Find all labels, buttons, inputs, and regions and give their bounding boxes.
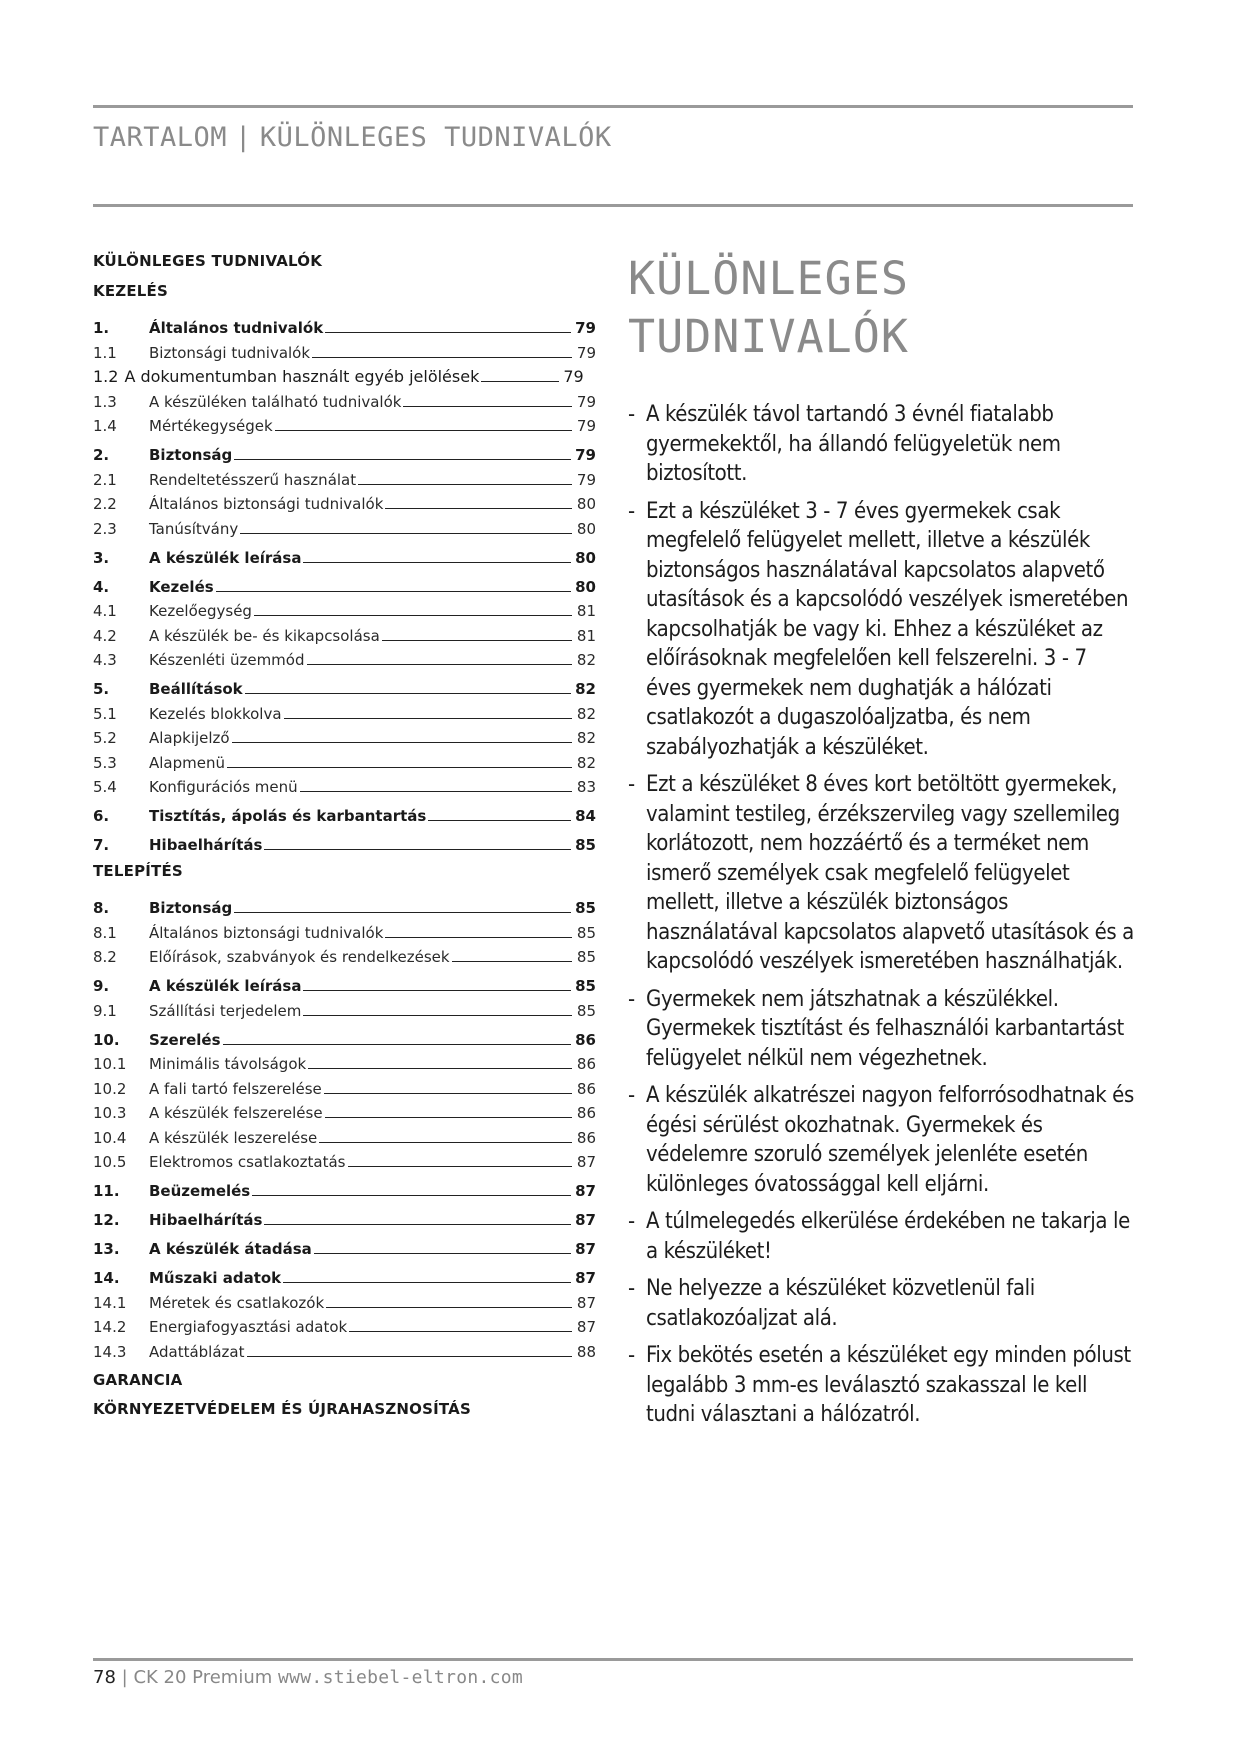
toc-entry-number: 6. [93,807,110,825]
toc-entry-number: 10.3 [93,1104,127,1122]
toc-entry-page: 86 [576,1104,596,1122]
toc-entry [93,513,596,538]
toc-leader-line [247,1356,573,1357]
toc-entry-title: Alapkijelző [149,729,230,747]
toc-entry-number: 3. [93,548,110,567]
toc-entry [93,596,596,621]
toc-entry-number: 9.1 [93,1001,117,1020]
footer-separator: | [121,1667,128,1688]
toc-leader-line [452,961,572,962]
footer-page-number: 78 [93,1667,116,1688]
footer-website: www.stiebel-eltron.com [278,1667,524,1688]
toc-entry-number: 2.3 [93,519,117,538]
toc-leader-line [300,791,572,792]
bullet-dash: - [628,498,635,524]
toc-entry [93,1312,596,1337]
toc-entry-page: 86 [576,1055,596,1073]
toc-entry [93,1147,596,1172]
safety-note-text: Ezt a készüléket 3 - 7 éves gyermekek csak megfelelő felügyelet mellett, illetve a készülék biztonságos használatával kapcsolatos alapvető utasítások és a kapcsolódó veszélyek ismeretében kapcsolhatják be vagy ki. Ehhez a készüléket az előírásoknak megfelelően kell felszerelni. 3 - 7 éves gyermekek nem dughatják a hálózati csatlakozót a dugaszolóaljzatba, és nem szabályozhatják a készüléket. [646,498,1129,760]
toc-entry-title: Tanúsítvány [149,519,239,538]
toc-entry-number: 8.2 [93,948,117,966]
bullet-dash: - [628,402,635,427]
safety-note-text: A túlmelegedés elkerülése érdekében ne takarja le a készüléket! [646,1209,1130,1264]
toc-leader-line [319,1142,572,1143]
toc-entry-number: 5.2 [93,729,117,747]
toc-entry-number: 5.1 [93,704,117,723]
toc-entry [93,489,596,514]
toc-heading-kezeles: KEZELÉS [93,282,169,300]
toc-entry-title: Biztonság [149,899,233,917]
toc-entry-page: 82 [576,729,596,747]
toc-heading-main: KÜLÖNLEGES TUDNIVALÓK [93,252,323,270]
toc-entry-title: Hibaelhárítás [149,836,263,854]
toc-entry [93,942,596,967]
safety-note [628,1207,1136,1266]
toc-entry-page: 81 [576,602,596,620]
toc-entry [93,1200,596,1229]
toc-entry-title: Általános tudnivalók [149,319,324,337]
toc-entry-page: 83 [576,778,596,796]
safety-note-text: A készülék távol tartandó 3 évnél fiatalabb gyermekektől, ha állandó felügyeletük nem biztosított. [646,402,1061,486]
toc-entry-page: 88 [576,1342,596,1361]
toc-entry-page: 79 [576,470,596,489]
toc-entry-title: Minimális távolságok [149,1055,307,1073]
toc-entry-title: Biztonság [149,446,233,464]
toc-entry-page: 85 [576,1001,596,1020]
toc-leader-line [254,615,572,616]
toc-entry-title: Elektromos csatlakoztatás [149,1153,346,1171]
toc-heading-kornyezet: KÖRNYEZETVÉDELEM ÉS ÚJRAHASZNOSÍTÁS [93,1399,471,1418]
toc-entry [93,1049,596,1074]
toc-entry [93,1171,596,1200]
footer-product: CK 20 Premium [133,1667,273,1688]
toc-entry-title: A fali tartó felszerelése [149,1079,322,1098]
toc-entry [93,1287,596,1312]
toc-entry-title: A dokumentumban használt egyéb jelölések [124,367,480,386]
toc-entry-title: A készülék leírása [149,977,302,995]
toc-leader-line [324,1093,572,1094]
safety-notes [628,400,1136,1438]
header-right: KÜLÖNLEGES TUDNIVALÓK [259,122,612,153]
toc-entry [93,723,596,748]
bullet-dash: - [628,986,635,1012]
toc-entry-number: 10.2 [93,1079,127,1098]
bullet-dash: - [628,772,635,797]
toc-entry-page: 85 [575,899,596,917]
toc-entry-page: 84 [575,807,596,825]
toc-leader-line [307,664,573,665]
toc-entry [93,337,596,362]
toc-entry-number: 8. [93,899,110,917]
bullet-dash: - [628,1343,635,1368]
toc-entry-title: A készülék leszerelése [149,1128,318,1147]
toc-entry-number: 5.3 [93,753,117,772]
toc-entry-page: 82 [575,680,596,698]
toc-entry-number: 14. [93,1269,120,1287]
safety-note [628,985,1136,1074]
safety-note-text: Ne helyezze a készüléket közvetlenül fali csatlakozóaljzat alá. [646,1276,1035,1331]
bullet-dash: - [628,1083,635,1108]
toc-entry [93,1073,596,1098]
toc-entry-number: 1. [93,319,110,337]
section-title [628,250,909,366]
toc-leader-line [348,1166,573,1167]
toc-leader-line [385,937,572,938]
toc-entry [93,620,596,645]
toc-entry-title: Általános biztonsági tudnivalók [149,923,384,942]
toc-entry-title: A készülék leírása [149,548,302,567]
toc-entry-number: 12. [93,1211,120,1229]
toc-entry-page: 79 [575,319,596,337]
toc-entry-title: A készüléken található tudnivalók [149,392,402,411]
toc-entry-number: 4.3 [93,651,117,669]
toc-entry [93,464,596,489]
toc-entry-number: 2.2 [93,495,117,513]
toc-entry-title: Szállítási terjedelem [149,1001,302,1020]
toc-entry [93,995,596,1020]
toc-leader-line [264,1224,571,1225]
toc-leader-line [283,1282,571,1283]
toc-entry-number: 2. [93,446,110,464]
toc-entry [93,1122,596,1147]
toc-entry-number: 14.1 [93,1293,127,1312]
toc-entry-number: 10.4 [93,1128,127,1147]
toc-entry-title: Energiafogyasztási adatok [149,1318,348,1336]
toc-entry [93,772,596,797]
toc-entry [93,567,596,596]
toc-entry-page: 87 [575,1211,596,1229]
toc-entry-page: 85 [575,836,596,854]
toc-entry-title: A készülék be- és kikapcsolása [149,626,380,645]
toc-entry-title: Előírások, szabványok és rendelkezések [149,948,450,966]
toc-entry [93,966,596,995]
toc-leader-line [240,533,572,534]
toc-leader-line [326,1307,572,1308]
toc-leader-line [227,767,572,768]
toc-entry [93,917,596,942]
toc-entry-page: 80 [576,519,596,538]
toc-entry-page: 79 [563,367,584,386]
table-of-contents [93,252,596,1418]
bullet-dash: - [628,1276,635,1301]
toc-entry [93,1258,596,1287]
toc-entry-number: 11. [93,1182,120,1200]
toc-entry-page: 79 [576,343,596,362]
toc-leader-line [314,1253,571,1254]
toc-entry-page: 87 [575,1182,596,1200]
toc-entry [93,1229,596,1258]
toc-leader-line [234,912,571,913]
toc-leader-line [303,990,571,991]
toc-entry [93,308,596,337]
toc-entry [93,362,596,387]
toc-entry-page: 86 [575,1030,596,1049]
toc-entry-page: 87 [575,1240,596,1258]
toc-entry-page: 87 [575,1269,596,1287]
toc-entry-number: 7. [93,836,110,854]
toc-entry-page: 85 [576,923,596,942]
toc-entry [93,1020,596,1049]
toc-entry [93,538,596,567]
toc-entry-number: 14.3 [93,1342,127,1361]
toc-kezeles-list [93,308,596,854]
toc-entry [93,435,596,464]
toc-entry-number: 13. [93,1240,120,1258]
toc-entry-number: 4.2 [93,626,117,645]
safety-note-text: Gyermekek nem játszhatnak a készülékkel. Gyermekek tisztítást és felhasználói karbantartást felügyelet nélkül nem végezhetnek. [646,986,1124,1071]
toc-entry [93,411,596,436]
header-separator: | [235,122,252,153]
toc-entry-number: 1.1 [93,343,117,362]
page-header [93,122,612,153]
toc-entry [93,1336,596,1361]
toc-entry-title: Adattáblázat [149,1342,245,1361]
toc-entry-number: 5. [93,680,110,698]
toc-entry-number: 1.3 [93,392,117,411]
toc-entry-page: 81 [576,626,596,645]
toc-entry-page: 86 [576,1128,596,1147]
toc-leader-line [232,742,572,743]
toc-entry-title: Tisztítás, ápolás és karbantartás [149,807,427,825]
toc-leader-line [303,1015,572,1016]
page-footer [93,1667,523,1688]
toc-leader-line [349,1331,572,1332]
toc-leader-line [385,508,572,509]
toc-entry-title: Rendeltetésszerű használat [149,470,357,489]
toc-entry-page: 87 [576,1318,596,1336]
toc-entry-title: Szerelés [149,1030,221,1049]
toc-leader-line [312,357,572,358]
toc-entry-title: Mértékegységek [149,417,273,435]
header-bottom-rule [93,204,1133,207]
toc-entry-number: 4. [93,577,110,596]
toc-leader-line [325,332,571,333]
footer-rule [93,1658,1133,1661]
toc-entry-title: Műszaki adatok [149,1269,282,1287]
toc-entry-page: 80 [576,495,596,513]
toc-entry-number: 1.4 [93,417,117,435]
toc-entry-page: 79 [576,417,596,435]
toc-leader-line [325,1117,572,1118]
safety-note [628,1341,1136,1430]
safety-note [628,1081,1136,1199]
bullet-dash: - [628,1209,635,1234]
toc-leader-line [303,562,571,563]
toc-entry-page: 82 [576,753,596,772]
safety-note [628,497,1136,763]
toc-entry-title: A készülék felszerelése [149,1104,323,1122]
toc-leader-line [358,484,572,485]
toc-entry [93,825,596,854]
toc-entry-title: Beállítások [149,680,243,698]
toc-entry [93,747,596,772]
toc-entry-number: 5.4 [93,778,117,796]
toc-leader-line [223,1044,572,1045]
toc-entry-title: Általános biztonsági tudnivalók [149,495,384,513]
toc-leader-line [275,430,572,431]
toc-entry-title: Méretek és csatlakozók [149,1293,325,1312]
toc-entry-page: 87 [576,1293,596,1312]
toc-entry-title: Készenléti üzemmód [149,651,305,669]
toc-entry [93,888,596,917]
toc-entry-number: 10. [93,1030,120,1049]
toc-entry-page: 80 [575,577,596,596]
toc-telepites-list [93,888,596,1361]
toc-leader-line [382,640,572,641]
toc-entry [93,1098,596,1123]
toc-heading-garancia: GARANCIA [93,1370,183,1389]
toc-entry-number: 8.1 [93,923,117,942]
toc-entry-page: 87 [576,1153,596,1171]
header-top-rule [93,105,1133,108]
toc-entry-number: 14.2 [93,1318,127,1336]
safety-note-text: A készülék alkatrészei nagyon felforrósodhatnak és égési sérülést okozhatnak. Gyermekek és védelemre szoruló személyek jelenléte esetén különleges óvatossággal kell eljárni. [646,1083,1134,1197]
toc-entry-number: 4.1 [93,602,117,620]
toc-entry-number: 10.5 [93,1153,127,1171]
toc-entry-title: Konfigurációs menü [149,778,298,796]
section-title-line1: KÜLÖNLEGES [628,252,909,305]
toc-entry-title: Alapmenü [149,753,225,772]
toc-leader-line [252,1195,571,1196]
toc-entry-number: 1.2 [93,367,119,386]
toc-entry-title: Beüzemelés [149,1182,251,1200]
toc-entry-page: 79 [575,446,596,464]
toc-entry-page: 85 [576,948,596,966]
toc-leader-line [308,1068,572,1069]
toc-entry-page: 86 [576,1079,596,1098]
toc-entry-number: 9. [93,977,110,995]
toc-entry [93,669,596,698]
toc-entry [93,698,596,723]
header-left: TARTALOM [93,122,228,153]
toc-heading-telepites: TELEPÍTÉS [93,862,183,880]
toc-leader-line [403,406,572,407]
toc-leader-line [216,591,571,592]
toc-entry [93,386,596,411]
safety-note-text: Fix bekötés esetén a készüléket egy minden pólust legalább 3 mm-es leválasztó szakasszal le kell tudni választani a hálózatról. [646,1343,1131,1427]
toc-entry-title: Kezelőegység [149,602,252,620]
safety-note [628,400,1136,489]
safety-note-text: Ezt a készüléket 8 éves kort betöltött gyermekek, valamint testileg, érzékszervileg vagy szellemileg korlátozott, nem hozzáértő és a terméket nem ismerő személyek csak megfelelő felügyelet mellett, illetve a készülék biztonságos használatával kapcsolatos alapvető utasítások és a kapcsolódó veszélyek ismeretében használhatják. [646,772,1134,974]
toc-entry-title: Hibaelhárítás [149,1211,263,1229]
toc-entry-page: 82 [576,704,596,723]
toc-entry-title: A készülék átadása [149,1240,312,1258]
toc-entry [93,645,596,670]
toc-leader-line [264,849,571,850]
toc-entry-page: 85 [575,977,596,995]
toc-entry-number: 2.1 [93,470,117,489]
toc-leader-line [284,718,572,719]
toc-entry-page: 82 [576,651,596,669]
toc-leader-line [245,693,571,694]
toc-entry-number: 10.1 [93,1055,127,1073]
toc-entry [93,796,596,825]
toc-entry-page: 80 [575,548,596,567]
toc-entry-title: Kezelés [149,577,214,596]
toc-entry-title: Kezelés blokkolva [149,704,282,723]
toc-entry-page: 79 [576,392,596,411]
toc-leader-line [234,459,571,460]
safety-note [628,770,1136,977]
section-title-line2: TUDNIVALÓK [628,310,909,363]
safety-note [628,1274,1136,1333]
toc-leader-line [428,820,571,821]
toc-entry-title: Biztonsági tudnivalók [149,343,311,362]
toc-leader-line [481,381,559,382]
